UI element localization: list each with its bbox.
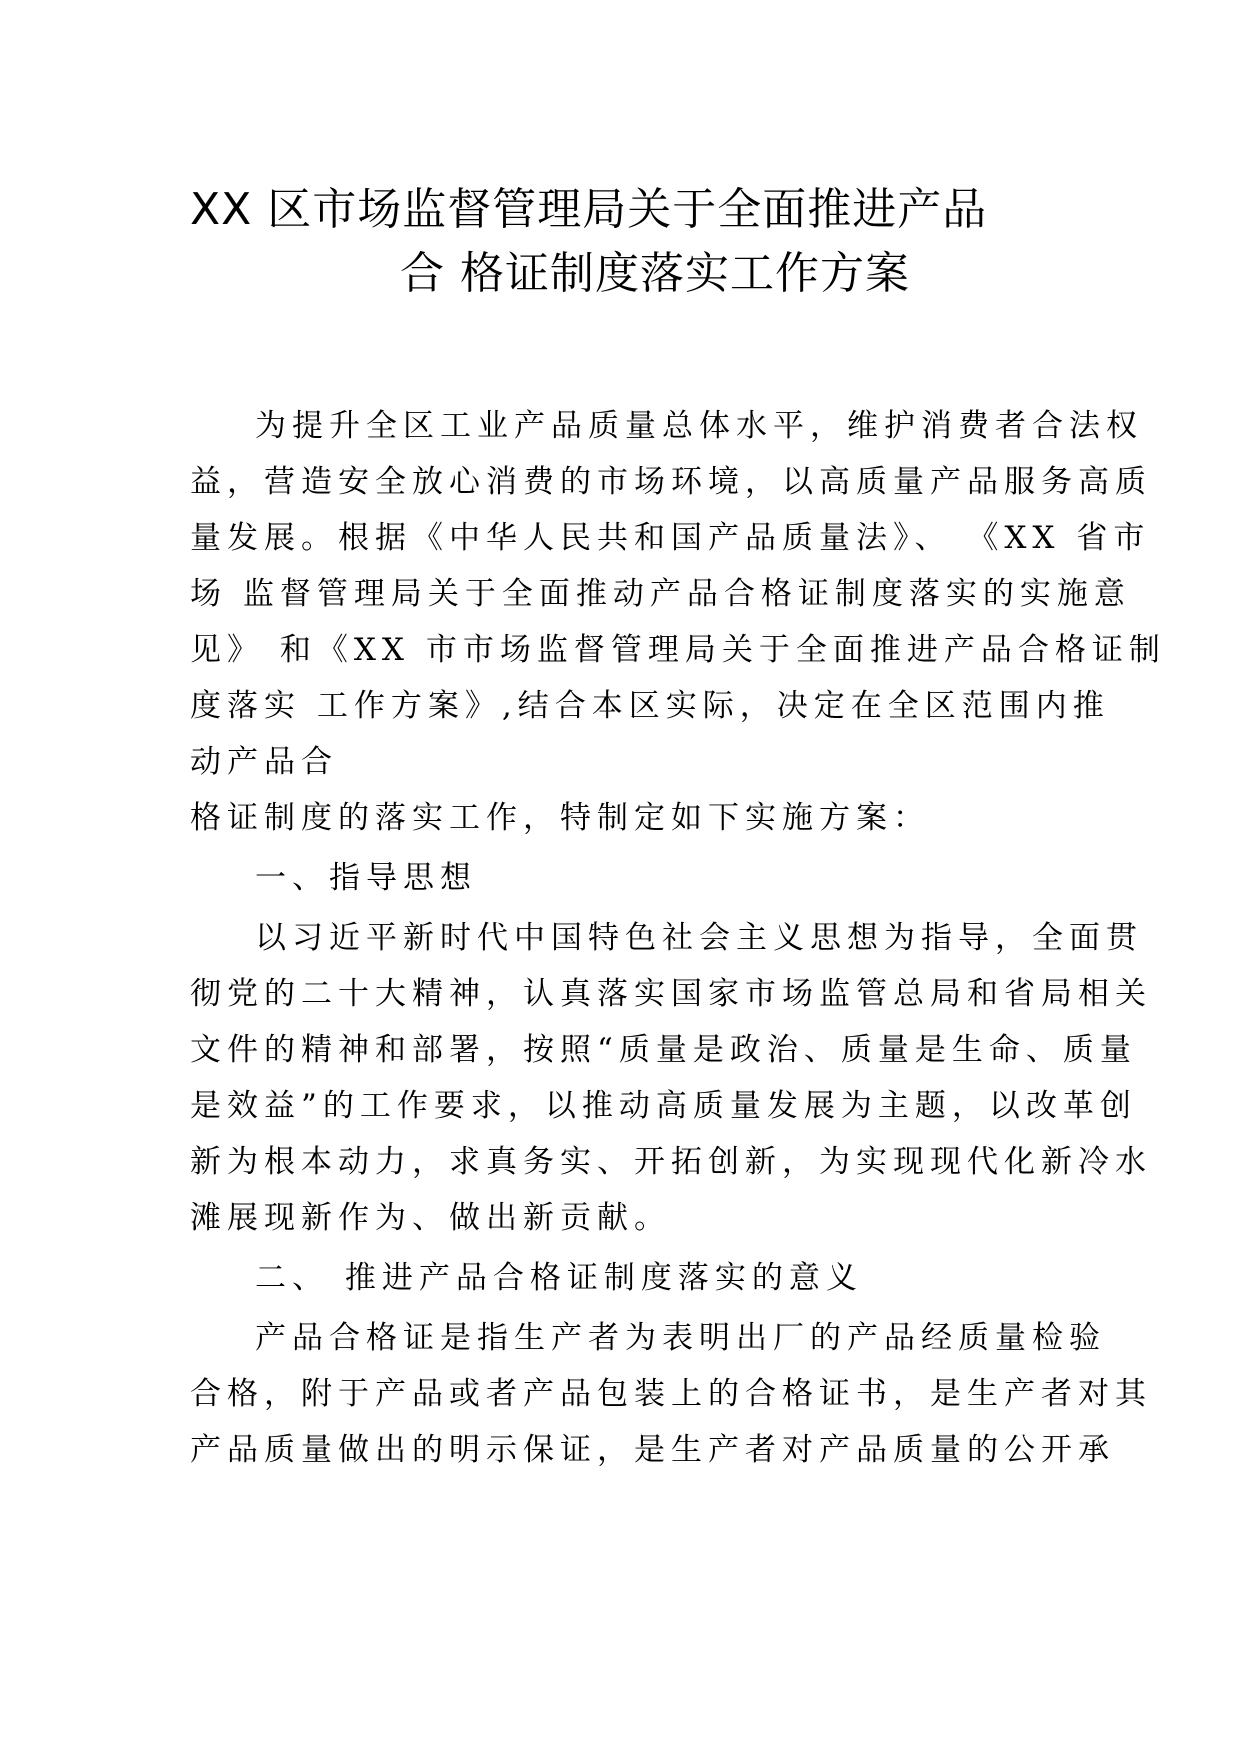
- document-title-line-1: XX 区市场监督管理局关于全面推进产品: [190, 184, 988, 235]
- document-title-line-2: 合 格证制度落实工作方案: [400, 248, 910, 299]
- paragraph-intro-line: 格证制度的落实工作，特制定如下实施方案：: [190, 800, 930, 836]
- section-heading-2: 二、 推进产品合格证制度落实的意义: [255, 1260, 863, 1296]
- paragraph-significance-line: 合格，附于产品或者产品包装上的合格证书，是生产者对其: [190, 1376, 1152, 1412]
- paragraph-intro-line: 益，营造安全放心消费的市场环境，以高质量产品服务高质: [190, 464, 1152, 500]
- paragraph-guiding-line: 是效益”的工作要求，以推动高质量发展为主题，以改革创: [190, 1088, 1137, 1124]
- paragraph-intro-line: 见》 和《XX 市市场监督管理局关于全面推进产品合格证制: [190, 632, 1166, 668]
- paragraph-guiding-line: 以习近平新时代中国特色社会主义思想为指导，全面贯: [255, 920, 1143, 956]
- paragraph-intro-line: 场 监督管理局关于全面推动产品合格证制度落实的实施意: [190, 576, 1131, 612]
- paragraph-intro-line: 度落实 工作方案》,结合本区实际，决定在全区范围内推: [190, 688, 1110, 724]
- paragraph-significance-line: 产品合格证是指生产者为表明出厂的产品经质量检验: [255, 1320, 1106, 1356]
- paragraph-intro-line: 动产品合: [190, 744, 338, 780]
- section-heading-1: 一、指导思想: [255, 860, 477, 896]
- paragraph-significance-line: 产品质量做出的明示保证，是生产者对产品质量的公开承: [190, 1432, 1115, 1468]
- paragraph-guiding-line: 文件的精神和部署，按照“质量是政治、质量是生命、质量: [190, 1032, 1137, 1068]
- paragraph-intro-line: 量发展。根据《中华人民共和国产品质量法》、 《XX 省市: [190, 520, 1151, 556]
- paragraph-guiding-line: 新为根本动力，求真务实、开拓创新，为实现现代化新冷水: [190, 1144, 1152, 1180]
- paragraph-guiding-line: 彻党的二十大精神，认真落实国家市场监管总局和省局相关: [190, 976, 1152, 1012]
- paragraph-intro-line: 为提升全区工业产品质量总体水平，维护消费者合法权: [255, 408, 1143, 444]
- paragraph-guiding-line: 滩展现新作为、做出新贡献。: [190, 1200, 671, 1236]
